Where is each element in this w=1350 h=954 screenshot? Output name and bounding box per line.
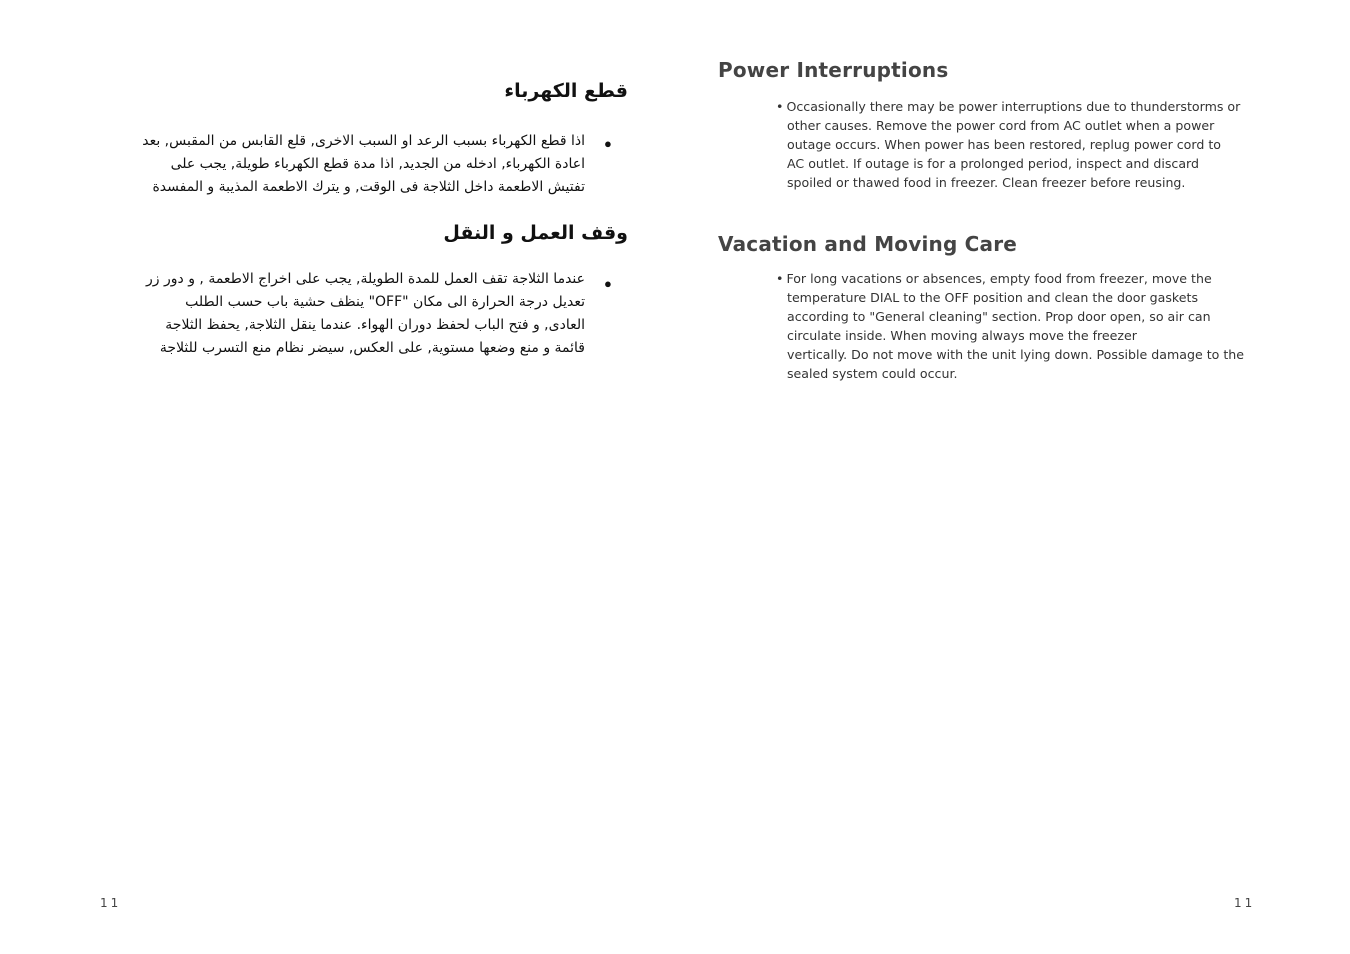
text-line: other causes. Remove the power cord from AC outlet when a power bbox=[787, 118, 1215, 133]
text-line: circulate inside. When moving always move the freezer bbox=[787, 328, 1137, 343]
paragraph-vacation-moving-care bbox=[776, 269, 1245, 383]
bullet-icon: ● bbox=[604, 136, 612, 151]
text-line: according to "General cleaning" section. Prop door open, so air can bbox=[787, 309, 1211, 324]
arabic-paragraph-vacation bbox=[115, 268, 585, 360]
page-number-left: 11 bbox=[100, 896, 122, 910]
arabic-paragraph-power bbox=[115, 130, 585, 199]
text-line: AC outlet. If outage is for a prolonged period, inspect and discard bbox=[787, 156, 1199, 171]
text-line: قائمة و منع وضعها مستوية, على العكس, سيضر نظام منع التسرب للثلاجة bbox=[159, 340, 585, 356]
text-line: العادى, و فتح الباب لحفظ دوران الهواء. عندما ينقل الثلاجة, يحفظ الثلاجة bbox=[165, 317, 585, 333]
text-line: تفتيش الاطعمة داخل الثلاجة فى الوقت, و يترك الاطعمة المذيبة و المفسدة bbox=[152, 179, 585, 195]
text-line: • Occasionally there may be power interruptions due to thunderstorms or bbox=[776, 99, 1241, 114]
text-line: تعديل درجة الحرارة الى مكان "OFF" ينظف حشية باب حسب الطلب bbox=[185, 294, 585, 310]
paragraph-power-interruptions bbox=[776, 97, 1241, 192]
arabic-section-title-power: قطع الكهرباء bbox=[504, 80, 628, 102]
text-line: sealed system could occur. bbox=[787, 366, 958, 381]
text-line: • For long vacations or absences, empty food from freezer, move the bbox=[776, 271, 1212, 286]
text-line: اذا قطع الكهرباء بسبب الرعد او السبب الاخرى, قلع القابس من المقبس, بعد bbox=[142, 133, 585, 149]
arabic-section-title-vacation: وقف العمل و النقل bbox=[443, 222, 628, 244]
section-title-vacation-moving-care: Vacation and Moving Care bbox=[718, 232, 1018, 256]
bullet-icon: • bbox=[776, 271, 784, 286]
text-line: spoiled or thawed food in freezer. Clean freezer before reusing. bbox=[787, 175, 1186, 190]
page-number-right: 11 bbox=[1234, 896, 1256, 910]
text-line: temperature DIAL to the OFF position and clean the door gaskets bbox=[787, 290, 1199, 305]
text-line: vertically. Do not move with the unit lying down. Possible damage to the bbox=[787, 347, 1245, 362]
bullet-icon: ● bbox=[604, 276, 612, 291]
bullet-icon: • bbox=[776, 99, 784, 114]
text-line: outage occurs. When power has been restored, replug power cord to bbox=[787, 137, 1221, 152]
text-line: اعادة الكهرباء, ادخله من الجديد, اذا مدة قطع الكهرباء طويلة, يجب على bbox=[170, 156, 585, 172]
section-title-power-interruptions: Power Interruptions bbox=[718, 58, 949, 82]
text-line: عندما الثلاجة تقف العمل للمدة الطويلة, يجب على اخراج الاطعمة , و دور زر bbox=[146, 271, 585, 287]
